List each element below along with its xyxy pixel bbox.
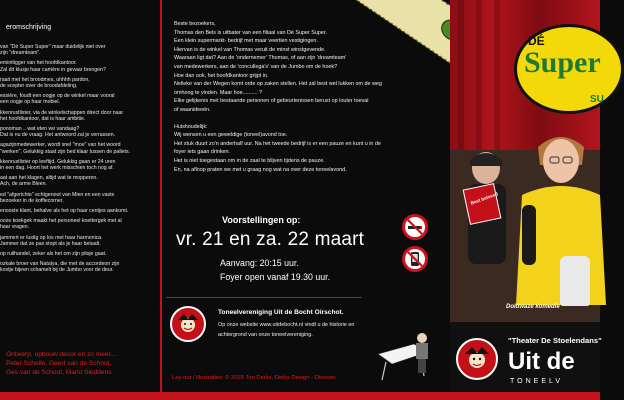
cast-item: eminitigger van het hoofdkantoor. Zal dit klusje haar carrière in gevaar brengen? bbox=[0, 60, 106, 73]
cast-item: agazijnmedewerker, wordt snel "moe" van het woord "werken". Gelukkig staat zijn bed klaar tussen de pallets. bbox=[0, 142, 130, 155]
drawing-table-illustration bbox=[376, 330, 436, 382]
cast-column bbox=[0, 0, 160, 400]
no-phone-icon bbox=[402, 246, 428, 272]
intro-line: Beste bezoekers, bbox=[174, 21, 216, 27]
performances-heading: Voorstellingen op: bbox=[222, 215, 301, 225]
association-info-line: achtergrond van onze toneelvereniging. bbox=[218, 332, 313, 338]
section-divider bbox=[166, 297, 362, 298]
coupon bbox=[346, 0, 450, 62]
association-website-line: Op onze website www.uitdebocht.nl vindt u de historie en bbox=[218, 322, 355, 328]
house-rules-line: Het is niet toegestaan om in de zaal te blijven tijdens de pauze. bbox=[174, 157, 325, 164]
intro-line: Waaraan ligt dat? Aan de 'ondernemer' Thomas, of aan zijn 'dreamteam' bbox=[174, 55, 347, 62]
photo-panel bbox=[450, 0, 604, 400]
foyer-time: Foyer open vanaf 19.30 uur. bbox=[220, 272, 331, 282]
cast-item: ooze koekgek maakt het personeel knettergek met al haar vragen. bbox=[0, 218, 122, 231]
jester-logo-icon bbox=[458, 340, 496, 378]
credits bbox=[6, 350, 162, 377]
association-logo bbox=[170, 306, 206, 342]
cast-list bbox=[0, 44, 158, 278]
intro-line: Nelleke van der Wegen komt orde op zaken stellen. Het zal best wel lukken om de weg bbox=[174, 81, 382, 88]
no-smoking-icon bbox=[402, 214, 428, 240]
credits-line: Peter Schelle, Geert van de Schoot, bbox=[6, 360, 112, 367]
intro-line: Thomas den Bels is uitbater van een filiaal van Dé Super Super. bbox=[174, 29, 327, 36]
brand-subtitle: TONEELV bbox=[510, 378, 564, 385]
intro-line: Elke gelijkenis met bestaande personen of gebeurtenissen berust op louter toeval bbox=[174, 98, 369, 105]
cast-item: van "Dé Super Super" maar duidelijk niet over zijn "dreamteam". bbox=[0, 44, 106, 57]
theater-name: "Theater De Stoelendans" bbox=[508, 336, 602, 345]
sign-de-text: DÉ bbox=[528, 34, 545, 48]
jester-logo-icon bbox=[172, 308, 204, 340]
cast-item: raait met het broodmes, uhhhh pardon, de scepter over de broodafdeling. bbox=[0, 76, 90, 90]
house-rules-line: Het stuk duurt zo'n anderhalf uur. Na het tweede bedrijf is er een pauze en kunt u in de bbox=[174, 140, 381, 147]
cast-item: kkenrustlister op leeftijd. Gelukkig gaan er 24 uren in een dag. Hoort het werk misschien toch nog af. bbox=[0, 158, 116, 172]
cast-item: ponoman .. wat eten we vandaag? Dat is nu de vraag. Het antwoord zal je verrassen. bbox=[0, 126, 116, 139]
intro-line: Hoe dan ook, het hoofdkantoor grijpt in. bbox=[174, 72, 269, 79]
cast-item: kkenrustlister, via de winkelschappen direct door naar het hoofdkantoor, dat is haar ambitie. bbox=[0, 109, 124, 122]
play-caption: Doldwaze komedie bbox=[506, 304, 560, 310]
layout-credit: Lay-out / illustraties: © 2025 Ton Derks, Derks Design - Diessen bbox=[172, 375, 336, 381]
book-label: Best beloved bbox=[470, 191, 499, 206]
cast-item: essière, foudt een oogje op de winkel maar vooral een oogje op haar mobiel. bbox=[0, 93, 115, 106]
cast-item: ozkale broer van Natalya, die met de accordeon zijn kostje bijeen schamelt bij de Jumbo voor de deur. bbox=[0, 261, 120, 274]
cast-item: op ruilhandel, zeker als het om zijn pitsje gaat. bbox=[0, 251, 107, 258]
start-time: Aanvang: 20:15 uur. bbox=[220, 258, 299, 268]
bottle-prop bbox=[560, 256, 590, 306]
no-phone-glyph bbox=[405, 249, 425, 269]
cast-heading: eromschrijving bbox=[6, 24, 52, 31]
intro-line: Hiervan is de winkel van Thomas veruit de minst winstgevende. bbox=[174, 46, 326, 53]
credits-heading: Ontwerp, opbouw decor en zo meer... bbox=[6, 351, 116, 358]
sign-main-text: Super bbox=[524, 46, 601, 79]
house-rules-line: Wij wensen u een geweldige (toneel)avond toe. bbox=[174, 132, 288, 139]
cast-item: enooste klant, behalve als het op haar centjes aankomt. bbox=[0, 208, 129, 215]
house-rules-line: En, na afloop praten we met u graag nog wat na over deze toneelavond. bbox=[174, 166, 347, 173]
brand-name: Uit de bbox=[508, 348, 575, 375]
credits-line: Ges van de Schoot, Mario Sleddens bbox=[6, 369, 112, 376]
bottom-accent-bar bbox=[0, 392, 600, 400]
intro-line: of waanideeën. bbox=[174, 106, 211, 113]
intro-line: Een klein supermarkt- bedrijf met maar veertien vestigingen. bbox=[174, 38, 318, 45]
performance-dates: vr. 21 en za. 22 maart bbox=[176, 229, 365, 250]
intro-line: van medewerkers, aan de 'concullega's' van de Jumbo om de hoek? bbox=[174, 63, 338, 70]
sign-sub-text: SU bbox=[590, 94, 604, 105]
association-logo-large bbox=[456, 338, 498, 380]
house-rules-line: foyer iets gaan drinken. bbox=[174, 149, 231, 156]
house-rules-heading: Huishoudelijk: bbox=[174, 123, 208, 130]
intro-line: omhoog te vinden. Maar hoe.......... ? bbox=[174, 89, 263, 96]
cast-item: aat aan het klagen, altijd wat te mopperen. Ach, de arme Bleen. bbox=[0, 175, 98, 188]
cast-item: ed "afgerichte" echtgenoot van Mien en een vaste bezoeker in de koffiecorner. bbox=[0, 191, 115, 204]
association-name: Toneelvereniging Uit de Bocht Oirschot. bbox=[218, 309, 344, 316]
cast-item: jammert er lustig op los met haar harmonica. Jammer dat ze pas stopt als je haar betaalt. bbox=[0, 234, 103, 247]
no-smoking-glyph bbox=[405, 217, 425, 237]
